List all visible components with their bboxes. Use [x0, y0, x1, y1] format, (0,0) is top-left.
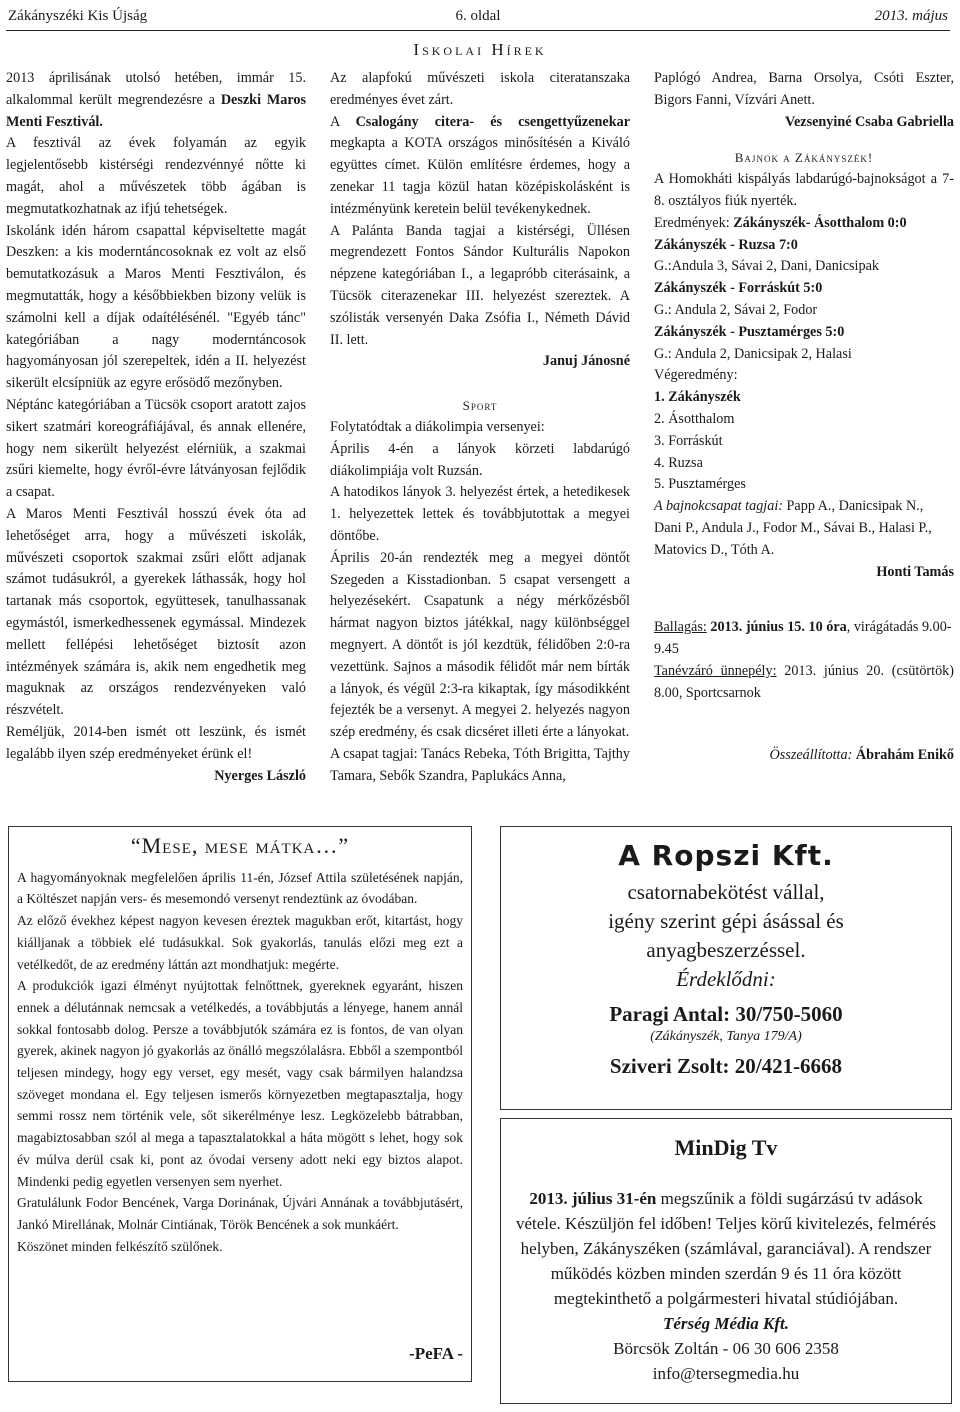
- author-signature: Honti Tamás: [876, 563, 954, 580]
- ad-text: csatornabekötést vállal,: [627, 880, 825, 904]
- paragraph: Az alapfokú művészeti iskola citeratanszaka eredményes évet zárt.: [330, 70, 630, 108]
- goal-scorers: G.:Andula 3, Sávai 2, Dani, Danicsipak: [654, 258, 879, 275]
- ad-text: 2013. július 31-én megszűnik a földi sugárzású tv adások vétele. Készüljön fel időben! Teljes körű kivitelezés, felmérés helyben, Zákányszéken (számlával, garanciával). A rendszer működés közben minden szerdán 9 és 11 óra között megtekinthető a polgármesteri hivatal stúdiójában.: [515, 1189, 937, 1308]
- paragraph: Gratulálunk Fodor Bencének, Varga Dorinának, Újvári Annának a továbbjutásért, Jankó Mirellának, Molnár Cintiának, Török Bencének a sok munkáért.: [17, 1195, 463, 1232]
- paragraph: Április 4-én a lányok körzeti labdarúgó diákolimpiája volt Ruzsán.: [330, 440, 630, 479]
- paragraph: Iskolánk idén három csapattal képviseltette magát Deszken: a kis moderntáncosoknak ez volt az első bemutatkozásuk a Maros Menti Fesztiválon, és megmutatták, hogy a későbbiekben bizony velük is számolni kell a díjak odaítélésénél. "Egyéb tánc" kategóriában a nagy moderntáncosok hagyományosan jól szerepeltek, idén a II. helyezést sikerült elcsípniük az egyre erősödő mezőnyben.: [6, 222, 306, 392]
- standing-item: 3. Forráskút: [654, 432, 723, 449]
- article-title: “Mese, mese mátka…”: [130, 833, 350, 858]
- standing-item: 1. Zákányszék: [654, 389, 741, 406]
- ad-contact: Börcsök Zoltán - 06 30 606 2358: [613, 1339, 839, 1358]
- article-sport-continued: [654, 68, 954, 766]
- article-citera: [330, 68, 630, 788]
- newspaper-name: Zákányszéki Kis Újság: [8, 8, 148, 24]
- standing-item: 5. Pusztamérges: [654, 476, 746, 493]
- paragraph: A Maros Menti Fesztivál hosszú évek óta ad lehetőséget arra, hogy a művészeti iskolák, művészeti csoportok szakmai zsűri előtt adjanak számot tudásukról, a gyerekek láthassák, hogy hol tartanak más csoportok, együttesek, tanulhassanak egymástól, ismerkedhessenek egymással. Mindezek mellett fellépési lehetőséget biztosít azon intézmények számára is, akik nem engedhetik meg maguknak az országos rendezvényeken való részvételt.: [6, 505, 306, 719]
- ad-email: info@tersegmedia.hu: [652, 1364, 800, 1383]
- team-members: A bajnokcsapat tagjai: Papp A., Danicsipak N., Dani P., Andula J., Fodor M., Sávai B., Halasi P., Matovics D., Tóth A.: [654, 498, 932, 558]
- ad-company: Térség Média Kft.: [662, 1314, 790, 1333]
- match-result: Zákányszék - Forráskút 5:0: [654, 280, 823, 297]
- match-result: Zákányszék - Ruzsa 7:0: [654, 236, 798, 253]
- ad-text: anyagbeszerzéssel.: [646, 938, 806, 962]
- ad-text: Érdeklődni:: [676, 967, 776, 991]
- paragraph: Az előző évekhez képest nagyon kevesen éreztek magukban erőt, kitartást, hogy kiálljanak a többiek elé tudásukkal. Sok gyakorlás, tanulás előzi meg ezt a vetélkedőt, de az eredmény láttán azt mondhatjuk: megérte.: [17, 913, 463, 972]
- paragraph: A hatodikos lányok 3. helyezést értek, a hetedikesek 1. helyezettek lettek és továbbjutottak a megyei döntőbe.: [330, 484, 630, 544]
- standing-item: 4. Ruzsa: [654, 454, 703, 471]
- issue-date: 2013. május: [874, 8, 948, 24]
- paragraph: Paplógó Andrea, Barna Orsolya, Csóti Eszter, Bigors Fanni, Vízvári Anett.: [654, 70, 954, 108]
- compiled-by: Összeállította: Ábrahám Enikő: [769, 746, 954, 763]
- paragraph: A fesztivál az évek folyamán az egyik legjelentősebb kistérségi rendezvénnyé nőtte ki magát, ahol a művészetek több ágában is megmutatkozhatnak az ifjú tehetségek.: [6, 135, 306, 217]
- paragraph: Néptánc kategóriában a Tücsök csoport aratott zajos sikert szatmári koreográfiájával, és annak ellenére, hogy nem sikerült helyezést elérniük, a szakmai zsűri kiemelte, hogy évről-évre látványosan fejlődik a csapat.: [6, 396, 306, 501]
- paragraph: 2013 áprilisának utolsó hetében, immár 15. alkalommal került megrendezésre a Deszki Maros Menti Fesztivál.: [6, 70, 306, 130]
- champion-heading: Bajnok a Zákányszék!: [734, 150, 874, 166]
- paragraph: Köszönet minden felkészítő szülőnek.: [17, 1238, 223, 1254]
- match-result: Zákányszék - Pusztamérges 5:0: [654, 323, 845, 340]
- ad-ropszi: [500, 826, 952, 1110]
- author-signature: Januj Jánosné: [542, 353, 630, 370]
- results-line: Eredmények: Zákányszék- Ásotthalom 0:0: [654, 214, 907, 231]
- page-header: [6, 4, 950, 31]
- author-signature: Vezsenyiné Csaba Gabriella: [785, 113, 954, 130]
- ad-title: MinDig Tv: [674, 1135, 778, 1160]
- paragraph: A Homokháti kispályás labdarúgó-bajnokságot a 7-8. osztályos fiúk nyerték.: [654, 171, 954, 209]
- sport-heading: Sport: [462, 398, 498, 414]
- standing-item: 2. Ásotthalom: [654, 410, 735, 427]
- paragraph: A Csalogány citera- és csengettyűzenekar megkapta a KOTA országos minősítésén a Kiváló együttes címet. Külön említésre érdemes, hogy a zenekar 11 tagja közül hatan középiskolásként is intézményünk keretein belül tevékenykednek.: [330, 113, 630, 217]
- article-maros-festival: [6, 68, 306, 787]
- ad-address: (Zákányszék, Tanya 179/A): [650, 1029, 802, 1044]
- paragraph: A csapat tagjai: Tanács Rebeka, Tóth Brigitta, Tajthy Tamara, Sebők Szandra, Paplukács Anna,: [330, 745, 630, 784]
- ad-title: A Ropszi Kft.: [618, 839, 834, 872]
- paragraph: Folytatódtak a diákolimpia versenyei:: [330, 418, 545, 435]
- final-standings-label: Végeredmény:: [654, 367, 738, 384]
- paragraph: A produkciók igazi élményt nyújtottak felnőttnek, gyereknek egyaránt, hiszen ennek a délutánnak nemcsak a vetélkedés, a továbbjutás a lényege, hanem annál sokkal fontosabb dolog. Persze a továbbjutók számára ez is fontos, de van olyan gyerek, akinek nagyon jó gyakorlás az önálló megszólalásra. Ebből a szempontból teljesen mindegy, hogy egy verset, egy mesét, vagy csak bármilyen halandzsa szöveget mondana el. Egy teljesen ismerős környezetben megtapasztalja, hogy semmi rossz nem történik vele, sőt sikerélménye lesz. Legközelebb bátrabban, magabiztosabban szól al mega a tapasztalatokkal a háta mögött s lehet, hogy sok év múlva derül csak ki, pont az óvodai verseny adott neki egy biztos alapot. Mindenki pedig egyetlen versenyen sem nyerhet.: [17, 978, 463, 1189]
- ad-text: igény szerint gépi ásással és: [608, 909, 844, 933]
- ad-mindig-tv: [500, 1118, 952, 1404]
- paragraph: A hagyományoknak megfelelően április 11-én, József Attila születésének napján, a Költészet napján vers- és mesemondó versenyt rendeztünk az óvodában.: [17, 869, 463, 907]
- ad-phone: Sziveri Zsolt: 20/421-6668: [609, 1054, 843, 1078]
- section-title: Iskolai Hírek: [413, 40, 547, 59]
- article-mese-matka: [8, 826, 472, 1382]
- paragraph: Április 20-án rendezték meg a megyei döntőt Szegeden a Kisstadionban. 5 csapat versengett a helyezésekért. Csapatunk a négy mérkőzésből hármat nagyon biztos játékkal, nagy különbséggel megnyert. A döntőt is jól kezdtük, félidőben 2:0-ra vezettünk. Sajnos a második félidőt már nem bírták a lányok, és végül 2:3-ra kikaptak, így másodikként fejezték be a versenyt. A megyei 2. helyezés nagyon szép eredmény, és csak dicséret illeti érte a lányokat.: [330, 549, 630, 741]
- paragraph: Reméljük, 2014-ben ismét ott leszünk, és ismét legalább ilyen szép eredményeket érünk el!: [6, 723, 306, 762]
- page-number: 6. oldal: [455, 8, 501, 24]
- closing-ceremony-info: Tanévzáró ünnepély: 2013. június 20. (csütörtök) 8.00, Sportcsarnok: [654, 662, 954, 701]
- author-signature: Nyerges László: [214, 767, 306, 784]
- goal-scorers: G.: Andula 2, Danicsipak 2, Halasi: [654, 345, 852, 362]
- goal-scorers: G.: Andula 2, Sávai 2, Fodor: [654, 301, 818, 318]
- paragraph: A Palánta Banda tagjai a kistérségi, Üllésen megrendezett Fontos Sándor Kulturális Napokon népzene kategóriában I., a legapróbb citerásaink, a Tücsök citerazenekar III. helyezést szereztek. A szólisták versenyén Daka Zsófia I., Németh Dávid II. lett.: [330, 222, 630, 348]
- graduation-info: Ballagás: 2013. június 15. 10 óra, virágátadás 9.00-9.45: [654, 619, 952, 658]
- author-signature: -PeFA -: [409, 1344, 463, 1364]
- ad-phone: Paragi Antal: 30/750-5060: [609, 1002, 843, 1026]
